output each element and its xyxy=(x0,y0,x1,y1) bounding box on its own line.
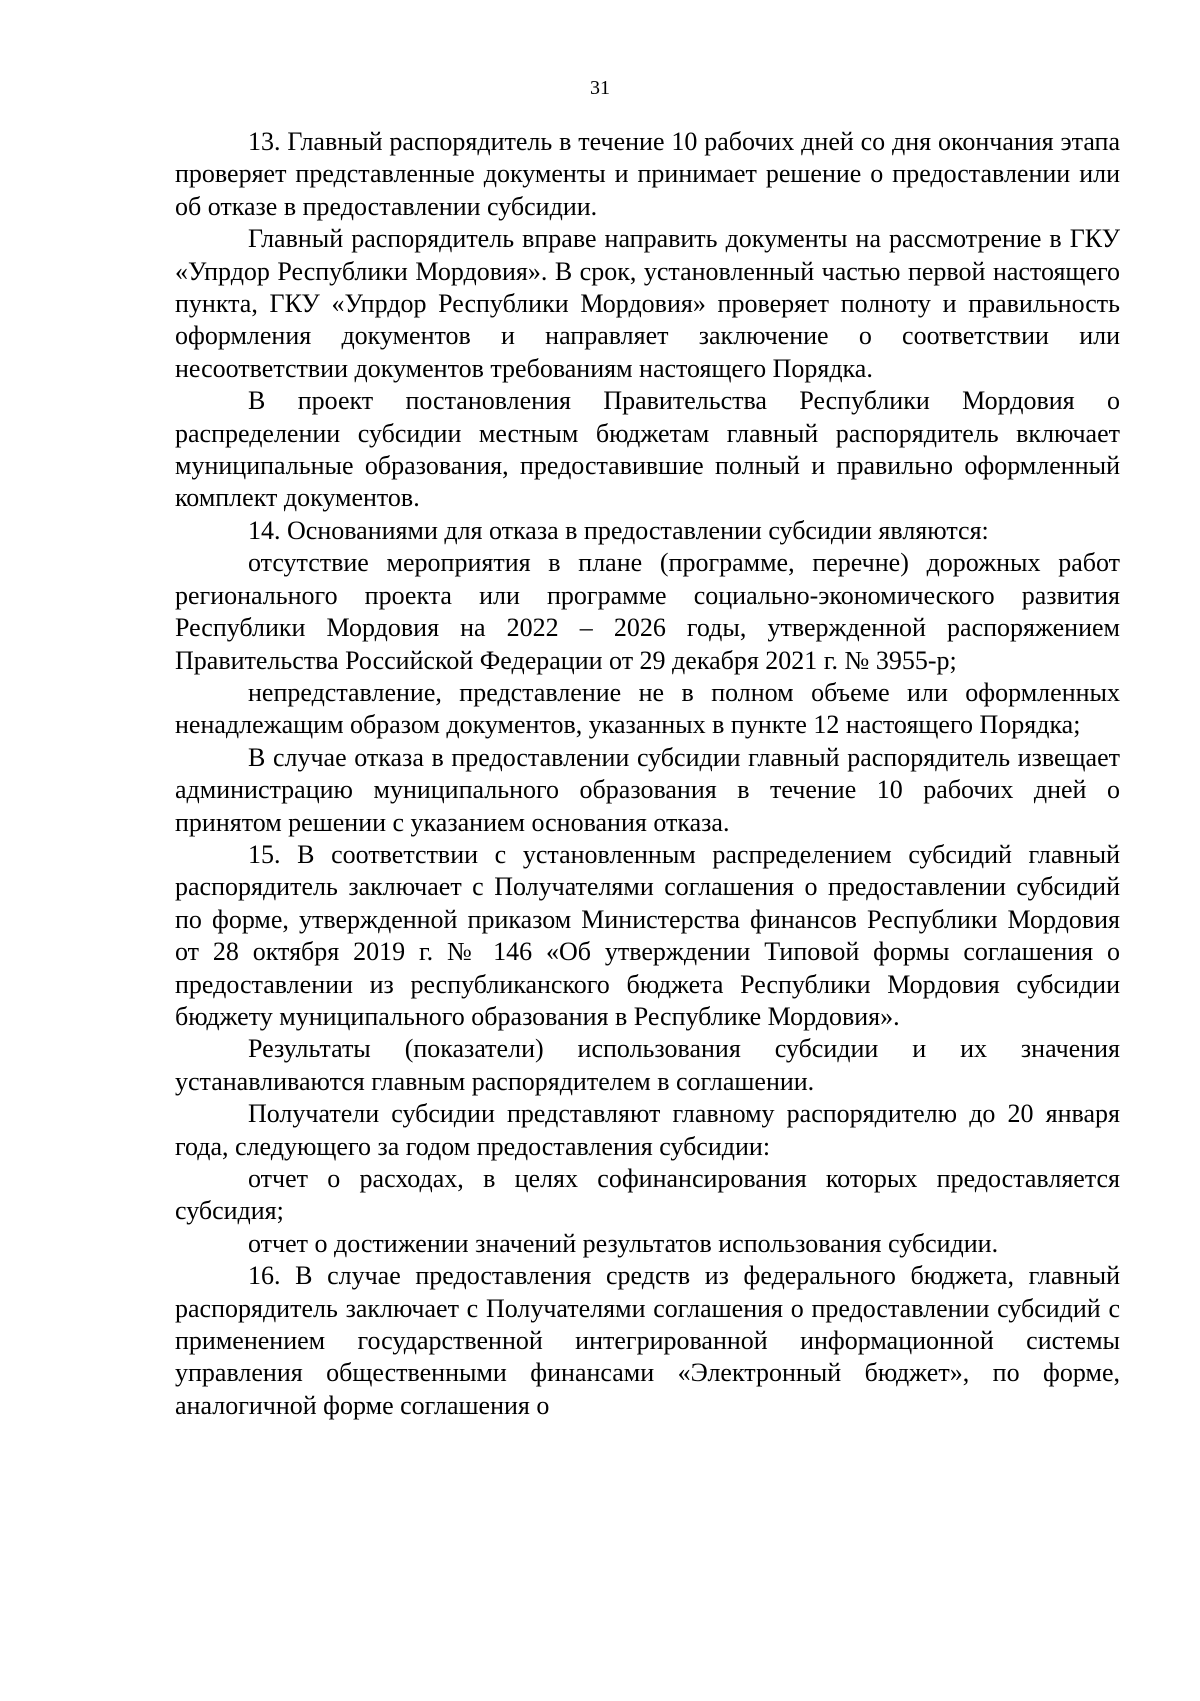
document-body xyxy=(175,126,1120,1422)
paragraph-15-reports: Получатели субсидии представляют главному распорядителю до 20 января года, следующего за годом предоставления субсидии: xyxy=(175,1099,1120,1161)
paragraph-16: 16. В случае предоставления средств из федерального бюджета, главный распорядитель заключает с Получателями соглашения о предоставлении субсидий с применением государственной интегрированной информационной системы управления общественными финансами «Электронный бюджет», по форме, аналогичной форме соглашения о xyxy=(175,1261,1120,1420)
page-number: 31 xyxy=(590,77,610,99)
paragraph-15-report-expenses: отчет о расходах, в целях софинансирования которых предоставляется субсидия; xyxy=(175,1164,1120,1226)
paragraph-13: 13. Главный распорядитель в течение 10 рабочих дней со дня окончания этапа проверяет представленные документы и принимает решение о предоставлении или об отказе в предоставлении субсидии. xyxy=(175,127,1120,221)
paragraph-15-report-results: отчет о достижении значений результатов использования субсидии. xyxy=(248,1228,999,1258)
paragraph-13-part-2: Главный распорядитель вправе направить документы на рассмотрение в ГКУ «Упрдор Республики Мордовия». В срок, установленный частью первой настоящего пункта, ГКУ «Упрдор Республики Мордовия» проверяет полноту и правильность оформления документов и направляет заключение о соответствии или несоответствии документов требованиям настоящего Порядка. xyxy=(175,224,1120,383)
paragraph-15: 15. В соответствии с установленным распределением субсидий главный распорядитель заключает с Получателями соглашения о предоставлении субсидий по форме, утвержденной приказом Министерства финансов Республики Мордовия от 28 октября 2019 г. № 146 «Об утверждении Типовой формы соглашения о предоставлении из республиканского бюджета Республики Мордовия субсидии бюджету муниципального образования в Республике Мордовия». xyxy=(175,839,1120,1031)
paragraph-14-item-1: отсутствие мероприятия в плане (программе, перечне) дорожных работ регионального проекта или программе социально-экономического развития Республики Мордовия на 2022 – 2026 годы, утвержденной распоряжением Правительства Российской Федерации от 29 декабря 2021 г. № 3955-р; xyxy=(175,548,1120,675)
paragraph-14-notice: В случае отказа в предоставлении субсидии главный распорядитель извещает администрацию муниципального образования в течение 10 рабочих дней о принятом решении с указанием основания отказа. xyxy=(175,742,1120,837)
paragraph-13-part-3: В проект постановления Правительства Республики Мордовия о распределении субсидии местным бюджетам главный распорядитель включает муниципальные образования, предоставившие полный и правильно оформленный комплект документов. xyxy=(175,386,1120,513)
paragraph-15-results: Результаты (показатели) использования субсидии и их значения устанавливаются главным распорядителем в соглашении. xyxy=(175,1034,1120,1096)
paragraph-14-item-2: непредставление, представление не в полном объеме или оформленных ненадлежащим образом документов, указанных в пункте 12 настоящего Порядка; xyxy=(175,677,1120,740)
paragraph-14: 14. Основаниями для отказа в предоставлении субсидии являются: xyxy=(248,515,989,545)
